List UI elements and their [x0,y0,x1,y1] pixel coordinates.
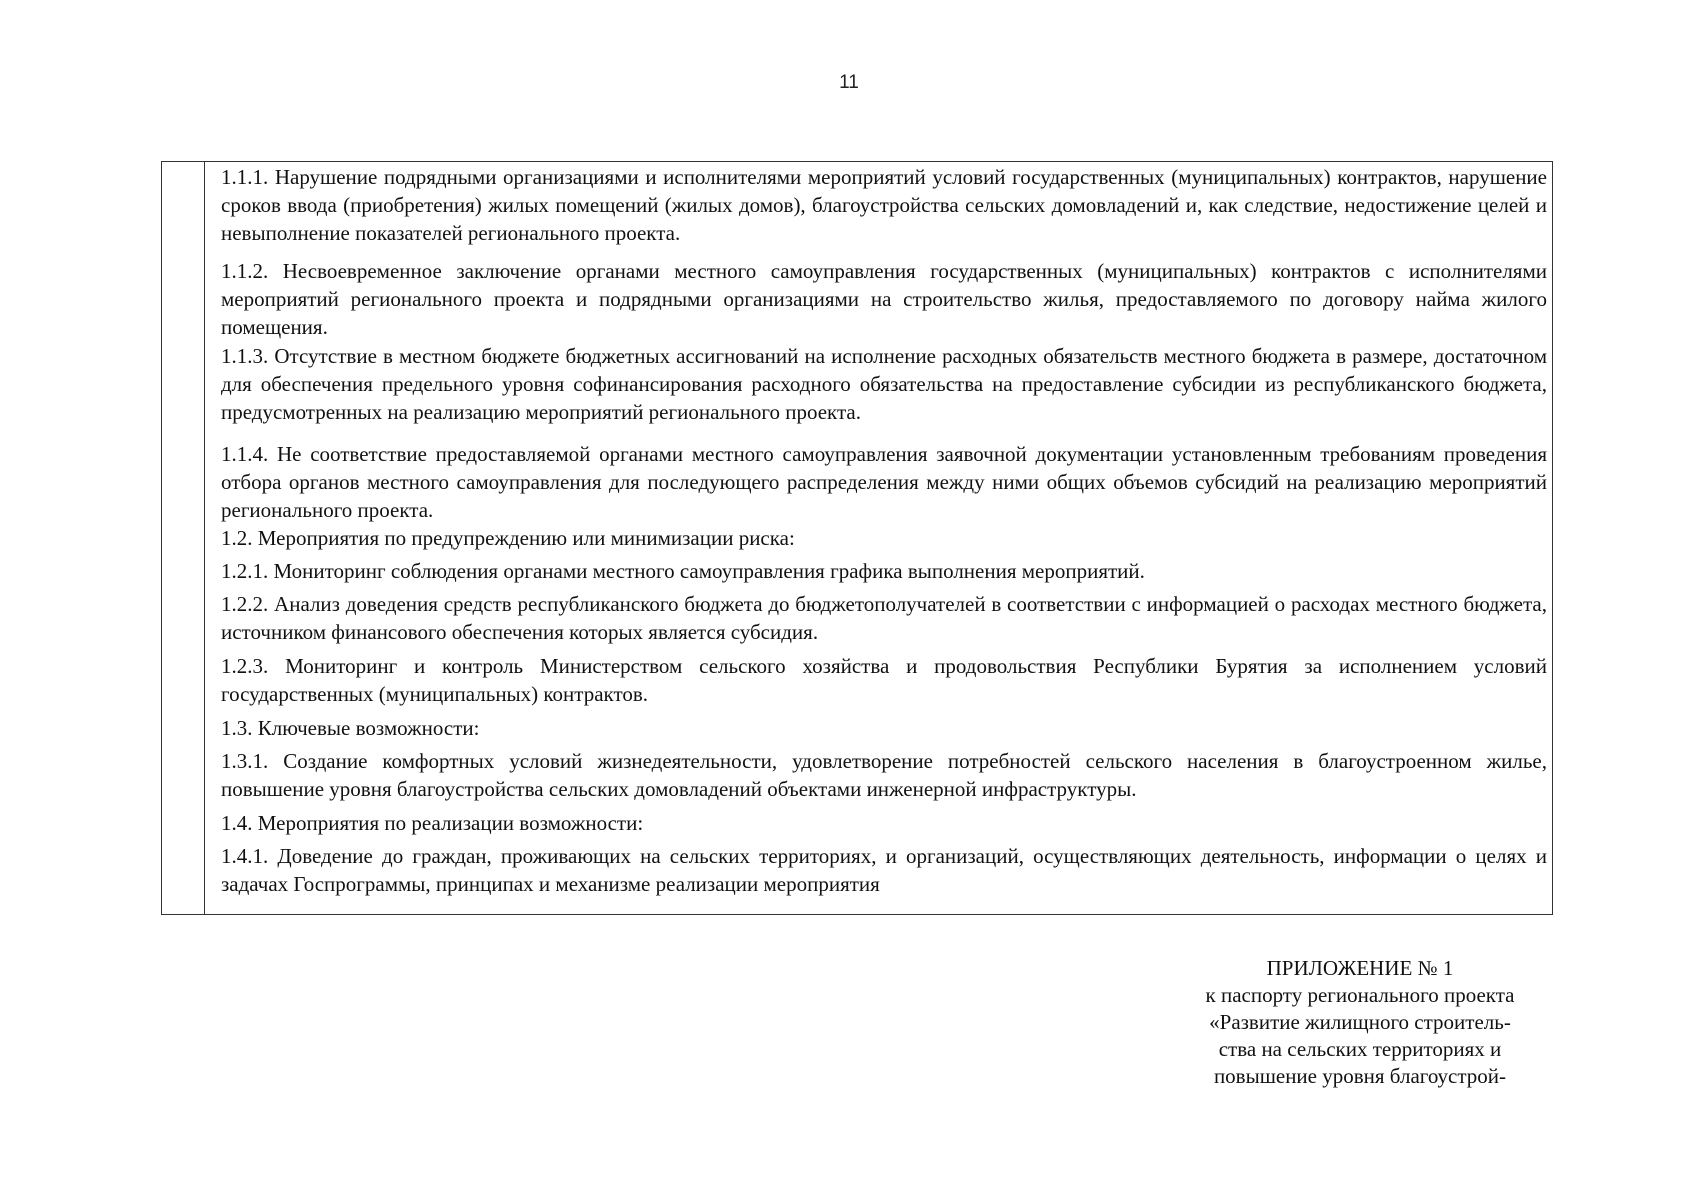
paragraph-1-3-1: 1.3.1. Создание комфортных условий жизнедеятельности, удовлетворение потребностей сельского населения в благоустроенном жилье, повышение уровня благоустройства сельских домовладений объектами инженерной инфраструктуры. [221,749,1547,801]
paragraph-1-4: 1.4. Мероприятия по реализации возможности: [221,811,644,835]
paragraph-1-3: 1.3. Ключевые возможности: [221,716,480,740]
paragraph-1-2-1: 1.2.1. Мониторинг соблюдения органами местного самоуправления графика выполнения мероприятий. [221,559,1145,583]
appendix-line-2: «Развитие жилищного строитель- [1209,1010,1511,1034]
paragraph-1-4-1: 1.4.1. Доведение до граждан, проживающих на сельских территориях, и организаций, осуществляющих деятельность, информации о целях и задачах Госпрограммы, принципах и механизме реализации мероприятия [221,844,1547,896]
appendix-line-3: ства на сельских территориях и [1218,1037,1502,1061]
paragraph-1-2-3: 1.2.3. Мониторинг и контроль Министерством сельского хозяйства и продовольствия Республики Бурятия за исполнением условий государственных (муниципальных) контрактов. [221,654,1547,706]
paragraph-1-1-3: 1.1.3. Отсутствие в местном бюджете бюджетных ассигнований на исполнение расходных обязательств местного бюджета в размере, достаточном для обеспечения предельного уровня софинансирования расходного обязательства на предоставление субсидии из республиканского бюджета, предусмотренных на реализацию мероприятий регионального проекта. [221,344,1547,424]
page-number: 11 [839,72,859,93]
paragraph-1-2: 1.2. Мероприятия по предупреждению или минимизации риска: [221,526,795,550]
paragraph-1-1-1: 1.1.1. Нарушение подрядными организациями и исполнителями мероприятий условий государственных (муниципальных) контрактов, нарушение сроков ввода (приобретения) жилых помещений (жилых домов), благоустройства сельских домовладений и, как следствие, недостижение целей и невыполнение показателей регионального проекта. [221,165,1547,245]
paragraph-1-1-4: 1.1.4. Не соответствие предоставляемой органами местного самоуправления заявочной документации установленным требованиям проведения отбора органов местного самоуправления для последующего распределения между ними общих объемов субсидий на реализацию мероприятий регионального проекта. [221,442,1547,522]
appendix-title: ПРИЛОЖЕНИЕ № 1 [1266,956,1454,980]
paragraph-1-2-2: 1.2.2. Анализ доведения средств республиканского бюджета до бюджетополучателей в соответствии с информацией о расходах местного бюджета, источником финансового обеспечения которых является субсидия. [221,592,1547,644]
risk-table [161,161,1553,915]
table-content-column [205,162,1552,914]
appendix-line-1: к паспорту регионального проекта [1205,983,1515,1007]
appendix-line-4: повышение уровня благоустрой- [1213,1064,1507,1088]
table-number-column [162,162,205,914]
paragraph-1-1-2: 1.1.2. Несвоевременное заключение органами местного самоуправления государственных (муниципальных) контрактов с исполнителями мероприятий регионального проекта и подрядными организациями на строительство жилья, предоставляемого по договору найма жилого помещения. [221,259,1547,339]
appendix-header [1160,955,1560,1090]
